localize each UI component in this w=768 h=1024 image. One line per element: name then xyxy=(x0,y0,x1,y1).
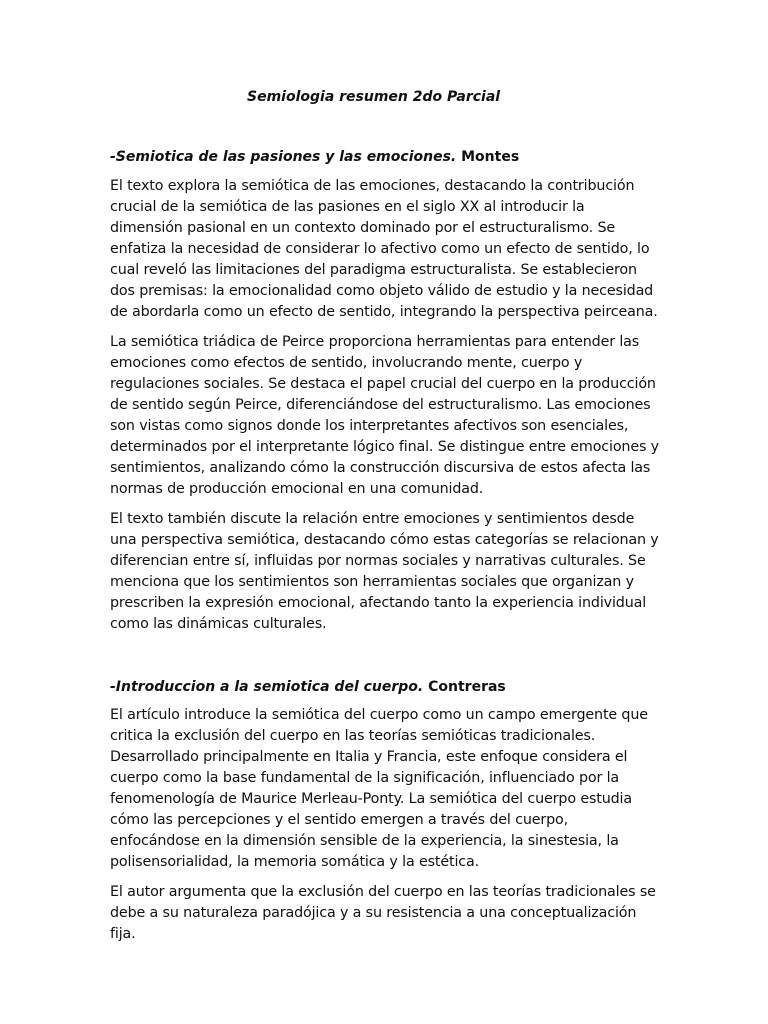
paragraph: La semiótica triádica de Peirce proporciona herramientas para entender las emociones como efectos de sentido, involucrando mente, cuerpo y regulaciones sociales. Se destaca el papel crucial del cuerpo en la producción de sentido según Peirce, diferenciándose del estructuralismo. Las emociones son vistas como signos donde los interpretantes afectivos son esenciales, determinados por el interpretante lógico final. Se distingue entre emociones y sentimientos, analizando cómo la construcción discursiva de estos afecta las normas de producción emocional en una comunidad. xyxy=(110,334,659,497)
document-title: Semiologia resumen 2do Parcial xyxy=(247,89,501,105)
section-heading-pasiones xyxy=(110,146,660,168)
section-heading-cuerpo xyxy=(110,676,660,698)
paragraph: El autor argumenta que la exclusión del cuerpo en las teorías tradicionales se debe a su naturaleza paradójica y a su resistencia a una conceptualización fija. xyxy=(110,884,656,942)
paragraph: El artículo introduce la semiótica del cuerpo como un campo emergente que critica la exclusión del cuerpo en las teorías semióticas tradicionales. Desarrollado principalmente en Italia y Francia, este enfoque considera el cuerpo como la base fundamental de la significación, influenciado por la fenomenología de Maurice Merleau-Ponty. La semiótica del cuerpo estudia cómo las percepciones y el sentido emergen a través del cuerpo, enfocándose en la dimensión sensible de la experiencia, la sinestesia, la polisensorialidad, la memoria somática y la estética. xyxy=(110,707,648,870)
paragraph: El texto también discute la relación entre emociones y sentimientos desde una perspectiva semiótica, destacando cómo estas categorías se relacionan y diferencian entre sí, influidas por normas sociales y narrativas culturales. Se menciona que los sentimientos son herramientas sociales que organizan y prescriben la expresión emocional, afectando tanto la experiencia individual como las dinámicas culturales. xyxy=(110,511,659,632)
section-heading-author: Contreras xyxy=(428,679,506,695)
section-heading-author: Montes xyxy=(461,149,520,165)
section-heading-title: -Introduccion a la semiotica del cuerpo. xyxy=(110,679,424,695)
document-page xyxy=(110,86,660,945)
paragraph: El texto explora la semiótica de las emociones, destacando la contribución crucial de la semiótica de las pasiones en el siglo XX al introducir la dimensión pasional en un contexto dominado por el estructuralismo. Se enfatiza la necesidad de considerar lo afectivo como un efecto de sentido, lo cual reveló las limitaciones del paradigma estructuralista. Se establecieron dos premisas: la emocionalidad como objeto válido de estudio y la necesidad de abordarla como un efecto de sentido, integrando la perspectiva peirceana. xyxy=(110,178,658,320)
section-heading-title: -Semiotica de las pasiones y las emociones. xyxy=(110,149,457,165)
